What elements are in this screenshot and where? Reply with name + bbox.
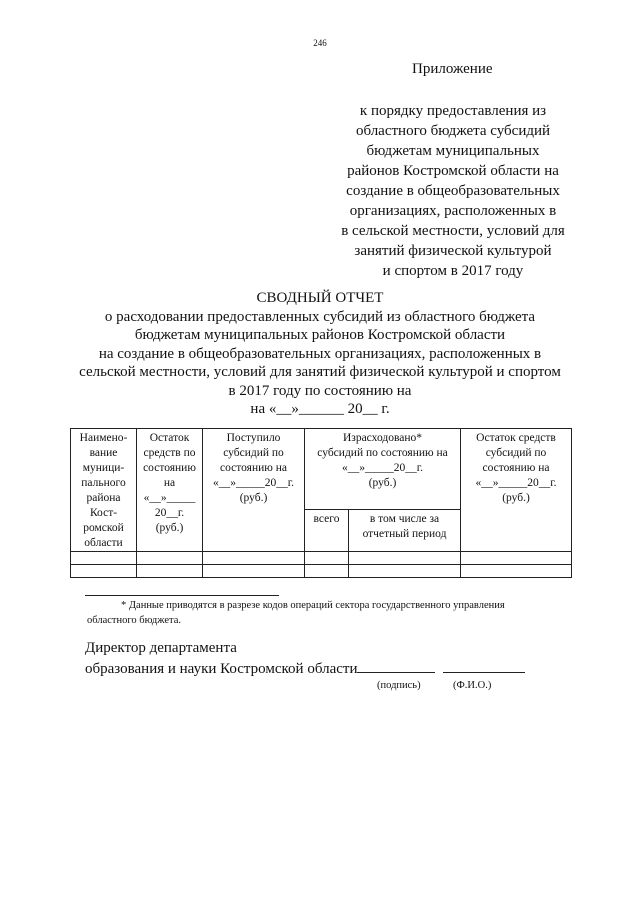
- page-number: 246: [313, 38, 327, 48]
- table-cell: [461, 565, 572, 578]
- appendix-line: и спортом в 2017 году: [382, 263, 524, 279]
- report-subtitle-line: на создание в общеобразовательных организациях, расположенных в: [98, 345, 542, 362]
- footnote-divider: [85, 595, 279, 596]
- table-cell: [203, 552, 305, 565]
- report-table: [70, 428, 572, 578]
- table-cell: [349, 565, 461, 578]
- report-heading: [0, 289, 640, 419]
- table-cell: [137, 552, 203, 565]
- report-date-line: на «__»______ 20__ г.: [250, 401, 390, 417]
- footnote: [87, 598, 575, 628]
- table-row: [71, 552, 572, 565]
- subheader-reporting-period: в том числе за отчетный период: [349, 509, 461, 551]
- appendix-line: в сельской местности, условий для: [341, 223, 565, 239]
- appendix-line: бюджетам муниципальных: [366, 143, 540, 159]
- appendix-line: областного бюджета субсидий: [355, 123, 551, 139]
- footnote-line: * Данные приводятся в разрезе кодов операций сектора государственного управления: [121, 600, 505, 611]
- footnote-line: областного бюджета.: [87, 615, 182, 626]
- table-cell: [71, 565, 137, 578]
- signature-sign-field: [357, 658, 435, 673]
- table-cell: [203, 565, 305, 578]
- signature-sign-caption: (подпись): [377, 680, 421, 691]
- report-subtitle-line: о расходовании предоставленных субсидий из областного бюджета: [104, 308, 536, 325]
- table-cell: [305, 552, 349, 565]
- subheader-total: всего: [305, 509, 349, 551]
- appendix-line: занятий физической культурой: [354, 243, 552, 259]
- appendix-title: Приложение: [412, 61, 493, 77]
- table-cell: [305, 565, 349, 578]
- table-cell: [349, 552, 461, 565]
- table-cell: [461, 552, 572, 565]
- report-title: СВОДНЫЙ ОТЧЕТ: [256, 290, 384, 306]
- table-cell: [71, 552, 137, 565]
- signature-position-line: [85, 658, 525, 679]
- appendix-line: создание в общеобразовательных: [346, 183, 560, 199]
- signature-department-name: образования и науки Костромской области: [85, 661, 358, 677]
- report-subtitle-line: в 2017 году по состоянию на: [228, 382, 412, 399]
- header-received-subsidies: Поступило субсидий по состоянию на «__»_____20__г. (руб.): [203, 429, 305, 552]
- table-row: [71, 565, 572, 578]
- signature-name-field: [443, 658, 525, 673]
- report-subtitle-line: сельской местности, условий для занятий физической культурой и спортом: [79, 364, 561, 380]
- signature-block: [85, 638, 525, 679]
- table-cell: [137, 565, 203, 578]
- appendix-line: организациях, расположенных в: [349, 203, 557, 219]
- signature-position-title: Директор департамента: [85, 640, 237, 656]
- appendix-line: к порядку предоставления из: [359, 103, 547, 119]
- header-closing-balance: Остаток средств субсидий по состоянию на «__»_____20__г. (руб.): [461, 429, 572, 552]
- report-subtitle-line: бюджетам муниципальных районов Костромской области: [134, 327, 506, 343]
- appendix-line: районов Костромской области на: [347, 163, 559, 179]
- table-header-row: [71, 429, 572, 510]
- appendix-text: [328, 101, 578, 281]
- header-opening-balance: Остаток средств по состоянию на «__»_____ 20__г. (руб.): [137, 429, 203, 552]
- header-spent-subsidies: Израсходовано* субсидий по состоянию на «__»_____20__г. (руб.): [305, 429, 461, 510]
- signature-name-caption: (Ф.И.О.): [453, 680, 492, 691]
- header-district-name: Наимено- вание муници- пального района Кост- ромской области: [71, 429, 137, 552]
